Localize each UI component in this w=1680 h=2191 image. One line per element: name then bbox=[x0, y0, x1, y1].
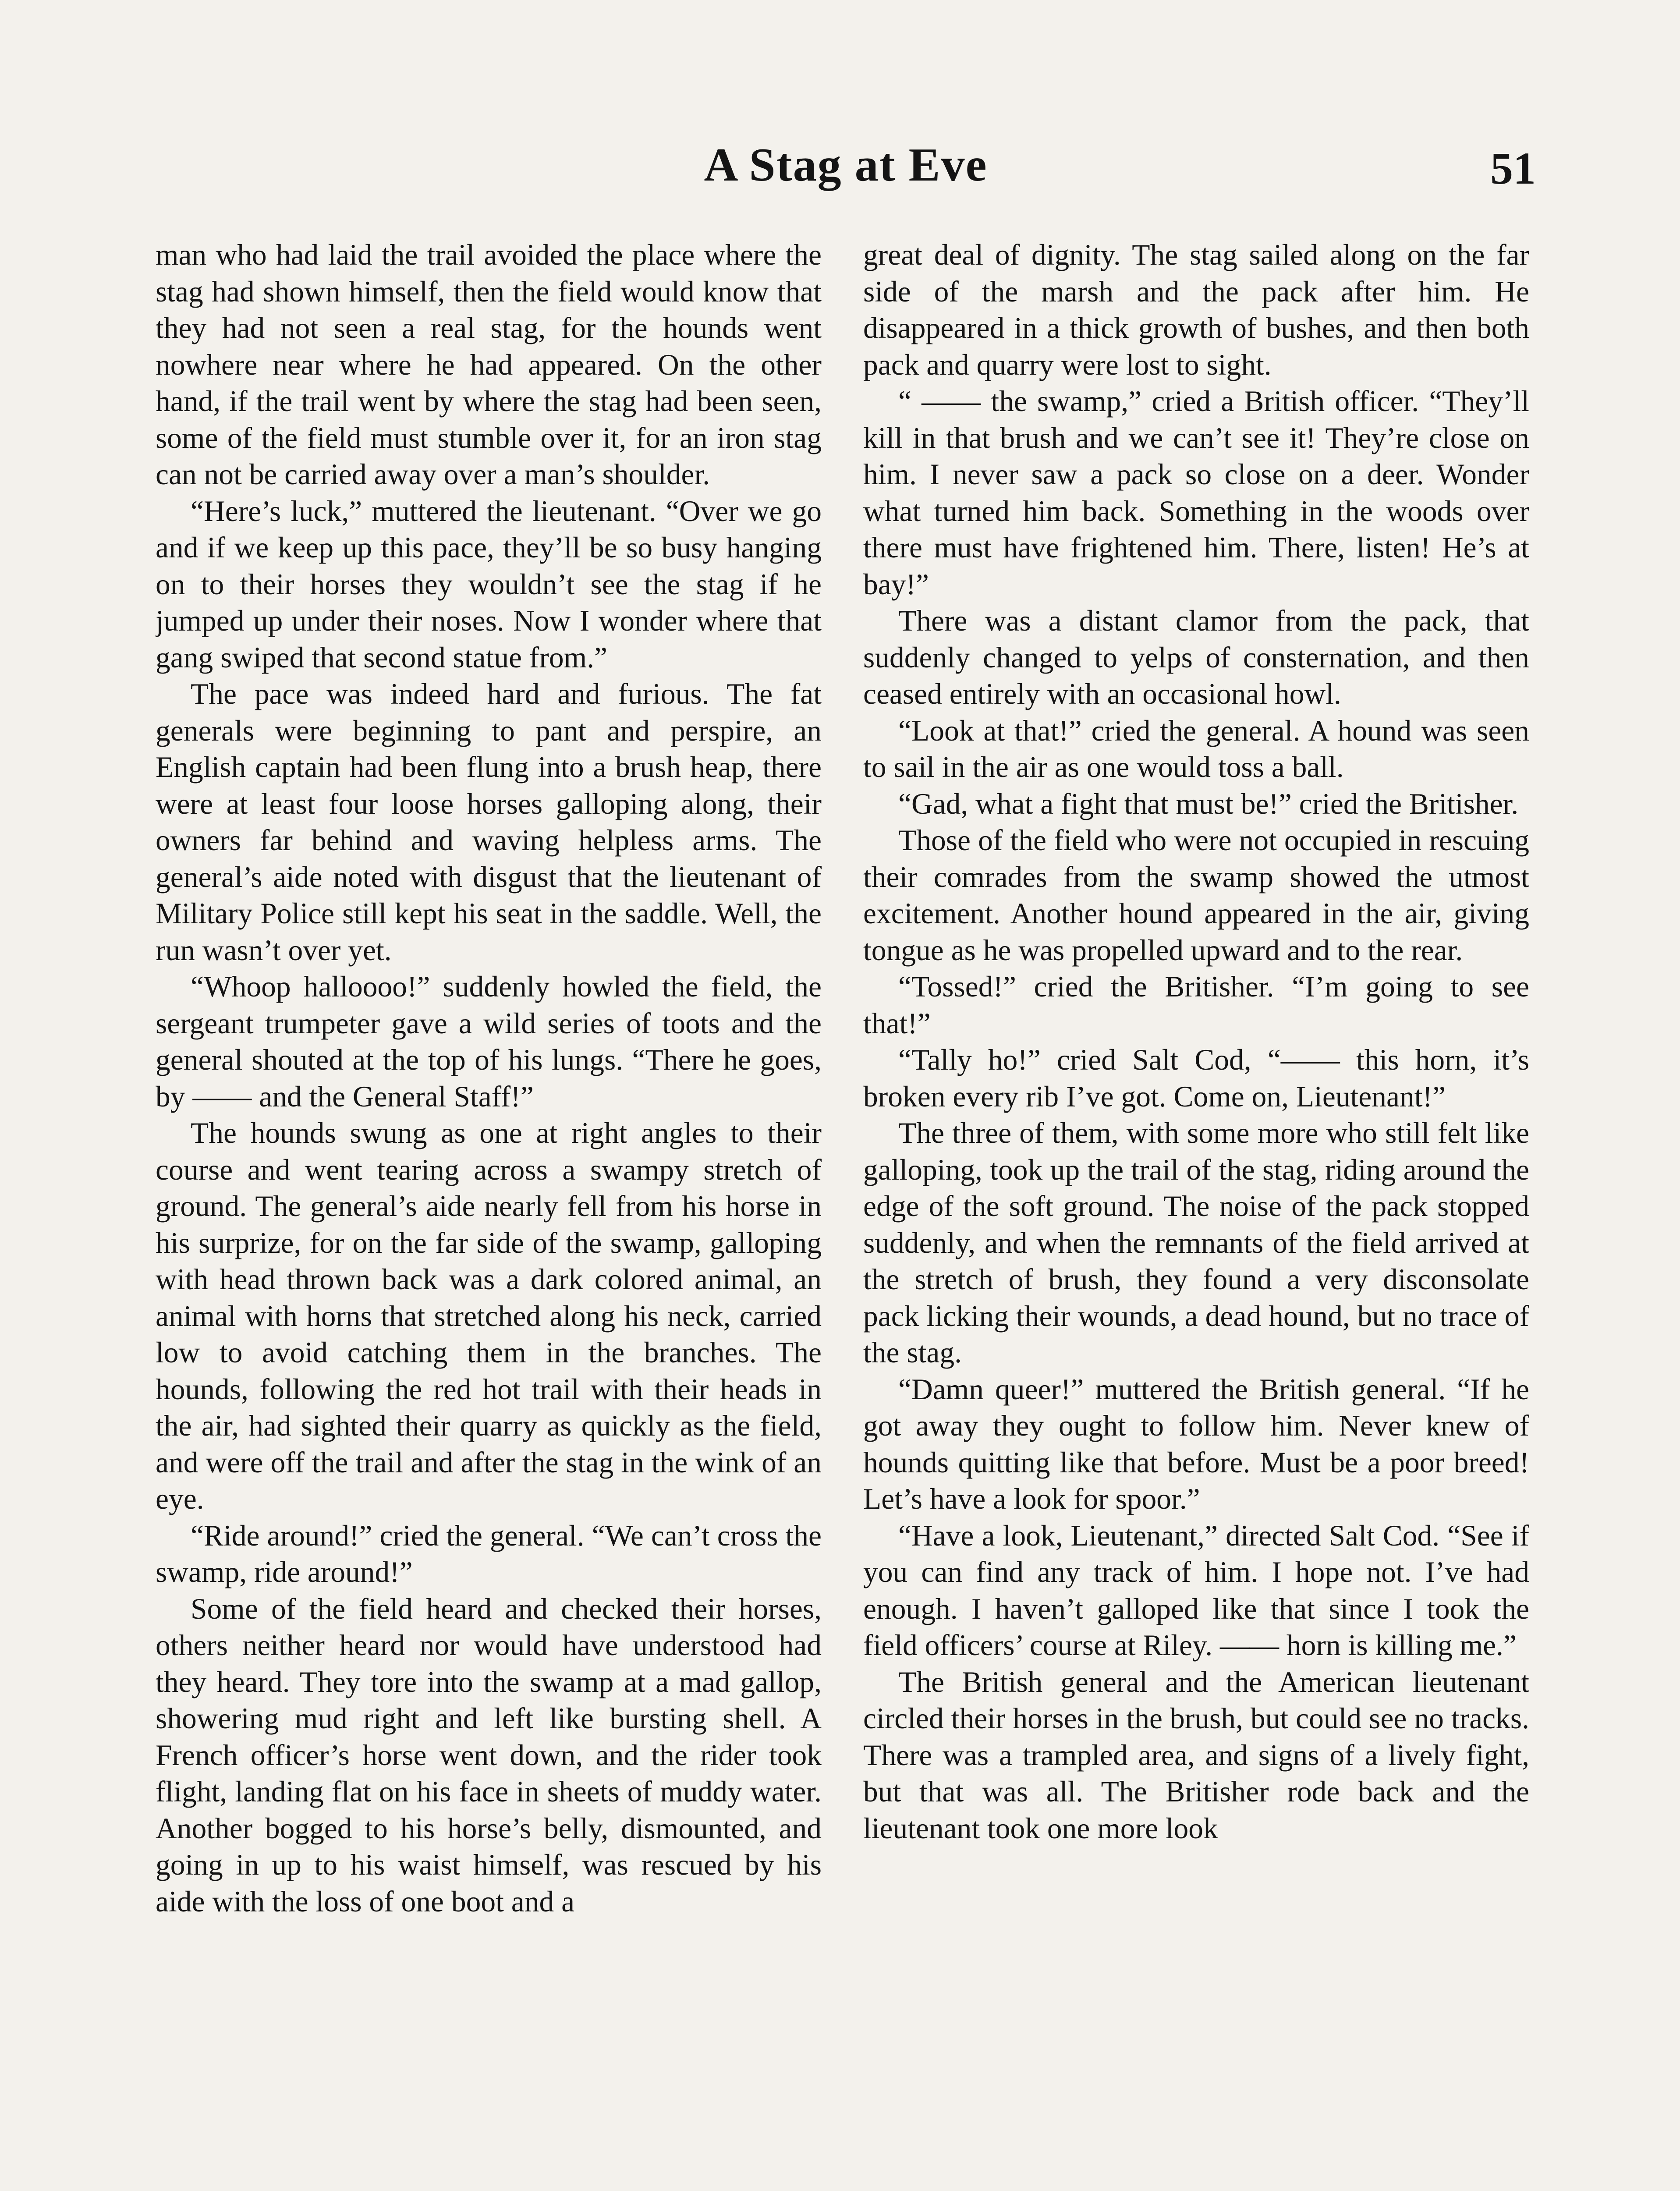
paragraph: “Gad, what a fight that must be!” cried the Britisher. bbox=[898, 787, 1519, 820]
paragraph: “Here’s luck,” muttered the lieutenant. “Over we go and if we keep up this pace, they’ll be so busy hanging on to their horses they wouldn’t see the stag if he jumped up under their noses. Now I wonder where that gang swiped that second statue from.” bbox=[156, 494, 822, 674]
paragraph: “Look at that!” cried the general. A hound was seen to sail in the air as one would toss a ball. bbox=[863, 714, 1529, 784]
paragraph: “Have a look, Lieutenant,” directed Salt Cod. “See if you can find any track of him. I hope not. I’ve had enough. I haven’t galloped like that since I took the field officers’ course at Riley. —— horn is killing me.” bbox=[863, 1519, 1529, 1662]
paragraph: great deal of dignity. The stag sailed along on the far side of the marsh and the pack after him. He disappeared in a thick growth of bushes, and then both pack and quarry were lost to sight. bbox=[863, 238, 1529, 381]
paragraph: There was a distant clamor from the pack, that suddenly changed to yelps of consternation, and then ceased entirely with an occasional howl. bbox=[863, 604, 1529, 710]
page-number: 51 bbox=[1490, 143, 1536, 194]
paragraph: Those of the field who were not occupied in rescuing their comrades from the swamp showed the utmost excitement. Another hound appeared in the air, giving tongue as he was propelled upward and to the rear. bbox=[863, 824, 1529, 967]
paragraph: man who had laid the trail avoided the place where the stag had shown himself, then the field would know that they had not seen a real stag, for the hounds went nowhere near where he had appeared. On the other hand, if the trail went by where the stag had been seen, some of the field must stumble over it, for an iron stag can not be carried away over a man’s shoulder. bbox=[156, 238, 822, 491]
paragraph: “Damn queer!” muttered the British general. “If he got away they ought to follow him. Never knew of hounds quitting like that before. Must be a poor breed! Let’s have a look for spoor.” bbox=[863, 1372, 1529, 1515]
paragraph: The pace was indeed hard and furious. The fat generals were beginning to pant and perspire, an English captain had been flung into a brush heap, there were at least four loose horses galloping along, their owners far behind and waving helpless arms. The general’s aide noted with disgust that the lieutenant of Military Police still kept his seat in the saddle. Well, the run wasn’t over yet. bbox=[156, 677, 822, 967]
paragraph: The three of them, with some more who still felt like galloping, took up the trail of the stag, riding around the edge of the soft ground. The noise of the pack stopped suddenly, and when the remnants of the field arrived at the stretch of brush, they found a very disconsolate pack licking their wounds, a dead hound, but no trace of the stag. bbox=[863, 1117, 1529, 1369]
left-column bbox=[156, 237, 822, 2191]
running-title: A Stag at Eve bbox=[704, 139, 988, 191]
paragraph: The British general and the American lieutenant circled their horses in the brush, but could see no tracks. There was a trampled area, and signs of a lively fight, but that was all. The Britisher rode back and the lieutenant took one more look bbox=[863, 1665, 1529, 1845]
paragraph: Some of the field heard and checked their horses, others neither heard nor would have understood had they heard. They tore into the swamp at a mad gallop, showering mud right and left like bursting shell. A French officer’s horse went down, and the rider took flight, landing flat on his face in sheets of muddy water. Another bogged to his horse’s belly, dismounted, and going in up to his waist himself, was rescued by his aide with the loss of one boot and a bbox=[156, 1592, 822, 1918]
paragraph: “Ride around!” cried the general. “We can’t cross the swamp, ride around!” bbox=[156, 1519, 822, 1588]
paragraph: The hounds swung as one at right angles to their course and went tearing across a swampy stretch of ground. The general’s aide nearly fell from his horse in his surprize, for on the far side of the swamp, galloping with head thrown back was a dark colored animal, an animal with horns that stretched along his neck, carried low to avoid catching them in the branches. The hounds, following the red hot trail with their heads in the air, had sighted their quarry as quickly as the field, and were off the trail and after the stag in the wink of an eye. bbox=[156, 1117, 822, 1515]
right-column bbox=[863, 237, 1529, 2191]
page-header bbox=[156, 129, 1536, 204]
paragraph: “Tally ho!” cried Salt Cod, “—— this horn, it’s broken every rib I’ve got. Come on, Lieutenant!” bbox=[863, 1043, 1529, 1113]
paragraph: “Whoop halloooo!” suddenly howled the field, the sergeant trumpeter gave a wild series of toots and the general shouted at the top of his lungs. “There he goes, by —— and the General Staff!” bbox=[156, 970, 822, 1113]
paragraph: “Tossed!” cried the Britisher. “I’m going to see that!” bbox=[863, 970, 1529, 1040]
paragraph: “ —— the swamp,” cried a British officer. “They’ll kill in that brush and we can’t see it! They’re close on him. I never saw a pack so close on a deer. Wonder what turned him back. Something in the woods over there must have frightened him. There, listen! He’s at bay!” bbox=[863, 385, 1529, 601]
